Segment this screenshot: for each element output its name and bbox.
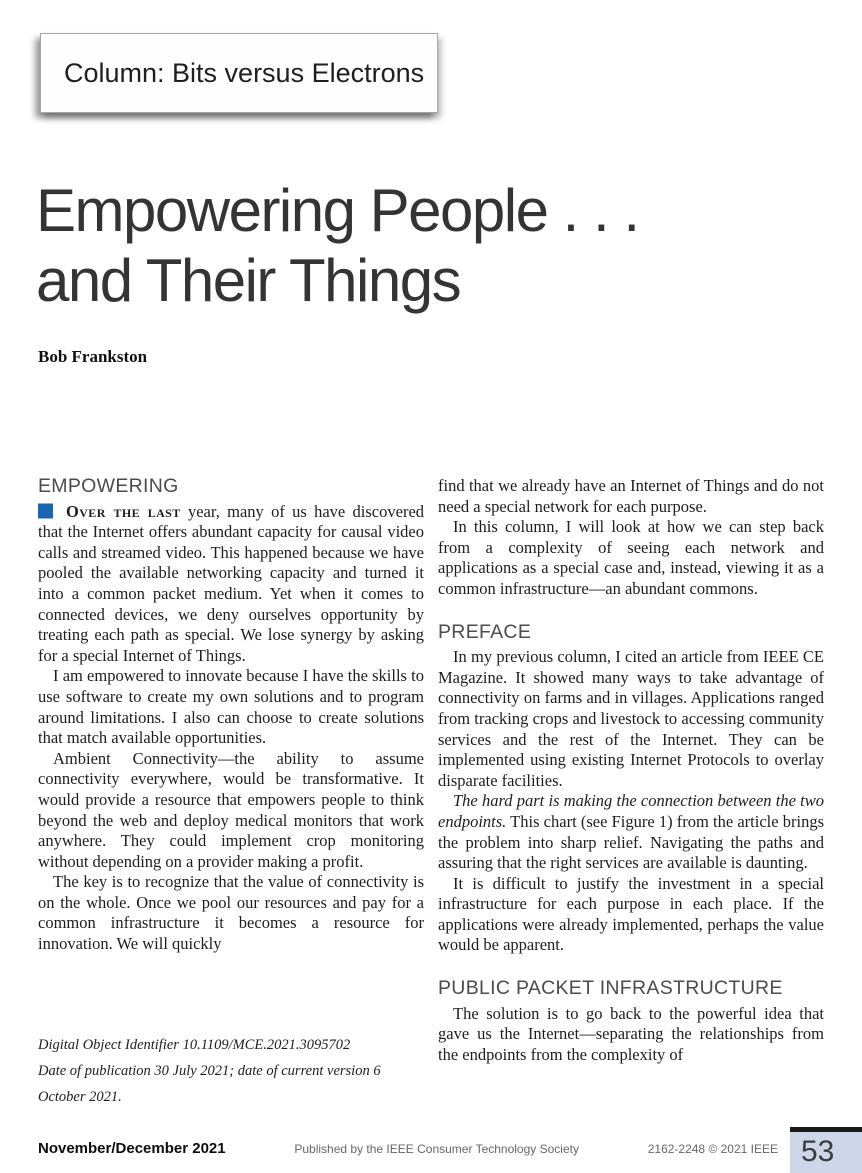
doi-footnote [38,1032,424,1110]
paragraph: The solution is to go back to the powerful idea that gave us the Internet—separating the relationships from the endpoints from the complexity of [438,1003,824,1064]
section-heading-public-packet-infrastructure: PUBLIC PACKET INFRASTRUCTURE [438,977,783,1000]
paragraph-with-italic-lead [438,791,824,873]
paragraph: Ambient Connectivity—the ability to assume connectivity everywhere, would be transformative. It would provide a resource that empowers people to think beyond the web and deploy medical monitors that work anywhere. They could implement crop monitoring without depending on a provider making a profit. [38,748,424,871]
paragraph: In my previous column, I cited an article from IEEE CE Magazine. It showed many ways to take advantage of connectivity on farms and in villages. Applications ranged from tracking crops and livestock to accessing community services and the rest of the Internet. They can be implemented using existing Internet Protocols to overlay disparate facilities. [438,647,824,790]
page-number-box [790,1127,862,1173]
doi-line: Digital Object Identifier 10.1109/MCE.2021.3095702 [38,1037,351,1053]
section-heading-empowering: EMPOWERING [38,475,179,497]
section-heading-preface: PREFACE [438,620,532,643]
column-banner-label: Column: Bits versus Electrons [64,57,425,88]
lead-paragraph [38,502,424,667]
paragraph: I am empowered to innovate because I have the skills to use software to create my own solutions and to program around limitations. I also can choose to create solutions that match available opportunities. [38,666,424,748]
page-footer [38,1140,778,1157]
article-title [36,176,639,316]
right-column [438,476,824,1065]
paragraph: It is difficult to justify the investment in a special infrastructure for each purpose in each place. If the applications were already implemented, perhaps the value would be apparent. [438,873,824,955]
footer-copyright: 2162-2248 © 2021 IEEE [647,1142,778,1156]
paragraph: In this column, I will look at how we can step back from a complexity of seeing each network and applications as a special case and, instead, viewing it as a common infrastructure—an abundant commons. [438,517,824,598]
paragraph: The key is to recognize that the value of connectivity is on the whole. Once we pool our resources and pay for a common infrastructure it becomes a resource for innovation. We will quickly [38,872,424,954]
page-number: 53 [801,1135,835,1168]
lead-in-phrase: Over the last [66,501,181,521]
paragraph-text: year, many of us have discovered that the Internet offers abundant capacity for causal video calls and streamed video. This happened because we have pooled the available networking capacity and turned it into a common packet medium. Yet when it comes to connected devices, we deny ourselves opportunity by treating each path as special. We lose synergy by asking for a special Internet of Things. [38,501,425,665]
publication-date-line: Date of publication 30 July 2021; date of current version 6 October 2021. [38,1063,381,1105]
article-title-line2: and Their Things [36,247,461,314]
left-column [38,476,424,955]
author-name: Bob Frankston [38,347,148,366]
footer-issue-date: November/December 2021 [38,1140,226,1157]
paragraph: find that we already have an Internet of Things and do not need a special network for each purpose. [438,476,824,516]
column-banner [40,33,438,113]
section-bullet-square-icon [38,503,53,518]
article-title-line1: Empowering People . . . [36,177,639,244]
footer-publisher: Published by the IEEE Consumer Technology Society [294,1142,579,1156]
italic-lead-sentence: The hard part is making the connection between the two endpoints. [438,791,824,831]
paragraph-text: This chart (see Figure 1) from the article brings the problem into sharp relief. Navigating the paths and assuring that the right services are available is daunting. [438,811,824,873]
